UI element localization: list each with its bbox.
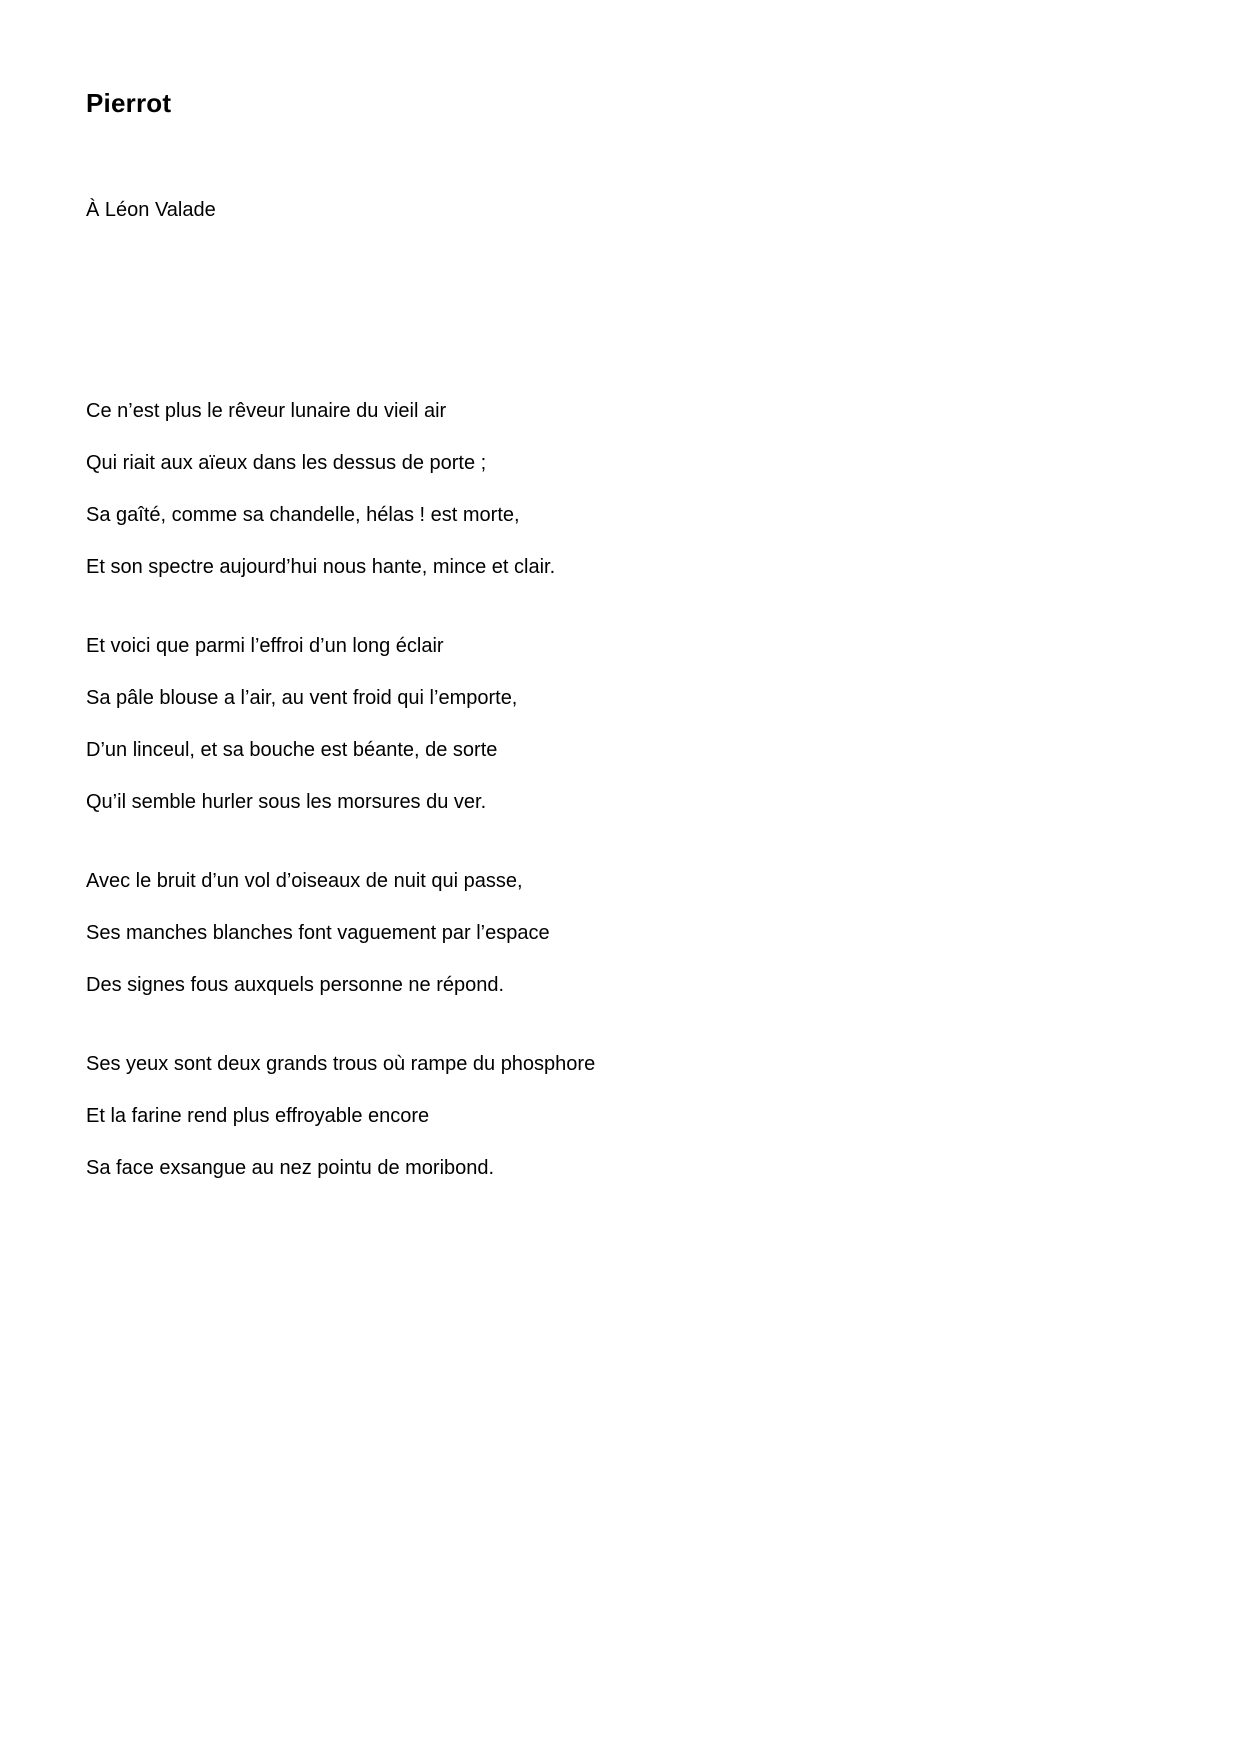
- verse-line: Qui riait aux aïeux dans les dessus de porte ;: [86, 452, 487, 474]
- verse-line: Et son spectre aujourd’hui nous hante, mince et clair.: [86, 556, 556, 578]
- verse-line: Ce n’est plus le rêveur lunaire du vieil air: [86, 400, 447, 422]
- verse-line: Ses yeux sont deux grands trous où rampe du phosphore: [86, 1053, 596, 1075]
- stanza-1: [86, 397, 1156, 581]
- stanza-3: [86, 867, 1156, 999]
- verse-line: D’un linceul, et sa bouche est béante, de sorte: [86, 739, 498, 761]
- verse-line: Sa face exsangue au nez pointu de moribond.: [86, 1157, 495, 1179]
- poem-title: Pierrot: [86, 88, 172, 118]
- verse-line: Avec le bruit d’un vol d’oiseaux de nuit qui passe,: [86, 870, 523, 892]
- verse-line: Et la farine rend plus effroyable encore: [86, 1105, 430, 1127]
- verse-line: Des signes fous auxquels personne ne répond.: [86, 974, 505, 996]
- stanza-4: [86, 1050, 1156, 1182]
- poem-body: [86, 397, 1156, 1233]
- verse-line: Sa gaîté, comme sa chandelle, hélas ! est morte,: [86, 504, 520, 526]
- verse-line: Ses manches blanches font vaguement par l’espace: [86, 922, 550, 944]
- verse-line: Sa pâle blouse a l’air, au vent froid qui l’emporte,: [86, 687, 518, 709]
- verse-line: Et voici que parmi l’effroi d’un long éclair: [86, 635, 444, 657]
- verse-line: Qu’il semble hurler sous les morsures du ver.: [86, 791, 487, 813]
- poem-dedication: À Léon Valade: [86, 199, 216, 221]
- stanza-2: [86, 632, 1156, 816]
